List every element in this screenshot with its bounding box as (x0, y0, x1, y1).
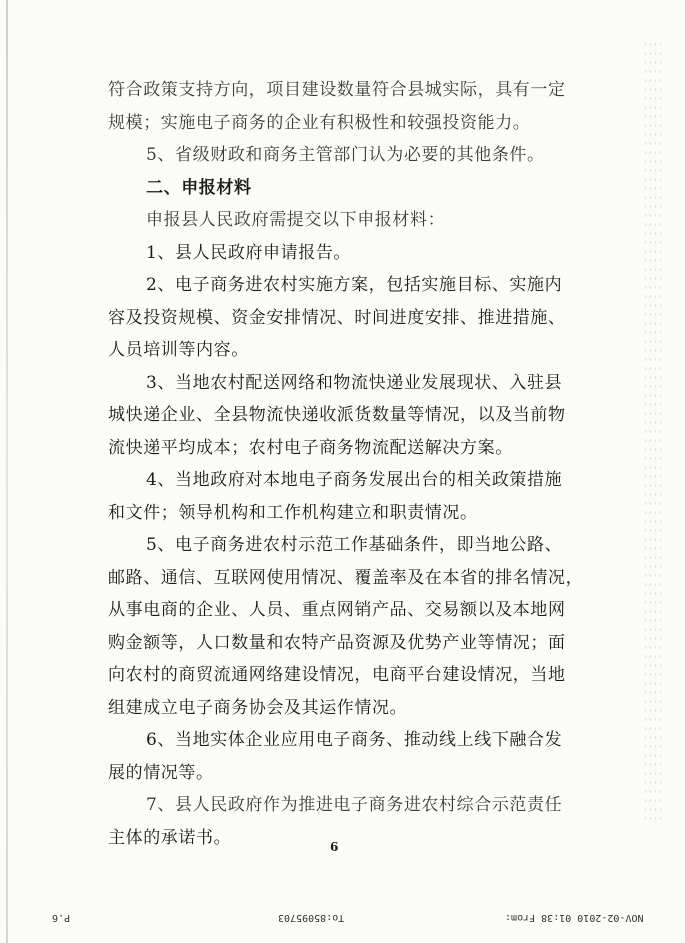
text-line: 流快递平均成本；农村电子商务物流配送解决方案。 (108, 437, 513, 458)
text-line: 3、当地农村配送网络和物流快递业发展现状、入驻县 (146, 372, 563, 393)
text-line: 规模；实施电子商务的企业有积极性和较强投资能力。 (108, 112, 531, 133)
text-line: 和文件；领导机构和工作机构建立和职责情况。 (108, 502, 478, 523)
text-line: 2、电子商务进农村实施方案，包括实施目标、实施内 (146, 275, 563, 295)
text-line: 从事电商的企业、人员、重点网销产品、交易额以及本地网 (108, 600, 566, 620)
text-line: 6、当地实体企业应用电子商务、推动线上线下融合发 (146, 730, 563, 750)
text-line: 1、县人民政府申请报告。 (146, 242, 352, 263)
text-line: 5、省级财政和商务主管部门认为必要的其他条件。 (146, 145, 545, 165)
text-line: 申报县人民政府需提交以下申报材料： (146, 210, 446, 230)
text-line: 符合政策支持方向，项目建设数量符合县城实际，具有一定 (108, 80, 566, 100)
fax-footer (0, 912, 685, 930)
text-line: 主体的承诺书。 (108, 827, 232, 848)
scan-noise (643, 40, 663, 820)
fax-header-datetime: NOV-02-2010 01:38 From: (505, 912, 644, 923)
text-line: 5、电子商务进农村示范工作基础条件，即当地公路、 (146, 535, 563, 555)
fax-to-number: To:85095703 (278, 912, 345, 923)
text-line: 城快递企业、全县物流快递收派货数量等情况，以及当前物 (108, 405, 566, 425)
fax-page-label: P.6 (52, 912, 71, 923)
text-line: 容及投资规模、资金安排情况、时间进度安排、推进措施、 (108, 307, 566, 328)
text-line: 向农村的商贸流通网络建设情况，电商平台建设情况，当地 (108, 665, 566, 685)
text-line: 组建成立电子商务协会及其运作情况。 (108, 697, 408, 718)
text-line: 邮路、通信、互联网使用情况、覆盖率及在本省的排名情况， (108, 567, 584, 588)
scan-edge (6, 0, 8, 943)
text-line: 人员培训等内容。 (108, 340, 249, 360)
text-line: 7、县人民政府作为推进电子商务进农村综合示范责任 (146, 795, 563, 815)
text-line: 4、当地政府对本地电子商务发展出台的相关政策措施 (146, 470, 563, 490)
text-line: 购金额等，人口数量和农特产品资源及优势产业等情况；面 (108, 632, 566, 653)
section-heading: 二、申报材料 (146, 177, 252, 198)
document-body (108, 74, 583, 854)
text-line: 展的情况等。 (108, 762, 214, 783)
page-number: 6 (330, 840, 339, 854)
